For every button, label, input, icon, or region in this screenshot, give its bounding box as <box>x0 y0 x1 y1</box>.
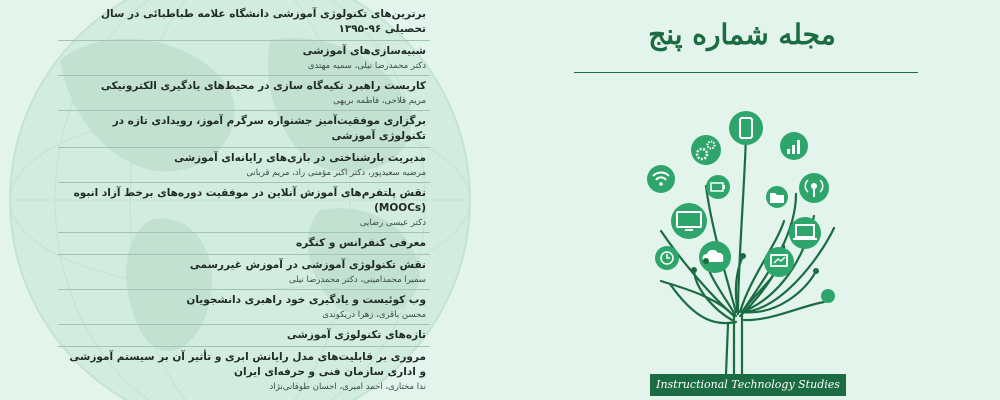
toc-item-authors: دکتر عیسی رضایی <box>359 218 426 228</box>
table-of-contents <box>58 4 430 396</box>
toc-item[interactable] <box>58 148 430 183</box>
battery-icon <box>706 175 730 199</box>
magazine-title: مجله شماره پنج <box>648 18 836 51</box>
toc-item[interactable] <box>58 233 430 255</box>
technology-tree-illustration <box>566 76 918 376</box>
toc-item[interactable] <box>58 4 430 41</box>
toc-item-authors: مرضیه سعیدپور، دکتر اکبر مؤمنی راد، مریم قربانی <box>246 168 426 178</box>
cloud-icon <box>699 241 731 273</box>
laptop-icon <box>789 217 821 249</box>
toc-item-title[interactable]: برترین‌های تکنولوژی آموزشی دانشگاه علامه طباطبائی در سال تحصیلی ۹۶-۱۳۹۵ <box>100 8 426 35</box>
toc-item[interactable] <box>58 183 430 233</box>
toc-item[interactable] <box>58 41 430 76</box>
toc-item-title[interactable]: مدیریت بارشناختی در بازی‌های رایانه‌ای آموزشی <box>174 152 426 164</box>
toc-item-title[interactable]: تازه‌های تکنولوژی آموزشی <box>286 329 426 341</box>
monitor-icon <box>671 203 707 239</box>
title-divider <box>574 72 918 73</box>
toc-item-authors: محسن باقری، زهرا دریکوندی <box>322 310 426 320</box>
toc-item-title[interactable]: شبیه‌سازی‌های آموزشی <box>302 45 426 57</box>
wifi-icon <box>647 165 675 193</box>
toc-item-title[interactable]: وب کوئیست و یادگیری خود راهبری دانشجویان <box>186 294 426 306</box>
toc-item[interactable] <box>58 347 430 396</box>
toc-item-authors: دکتر محمدرضا نیلی، سمیه مهتدی <box>307 61 426 71</box>
mobile-icon <box>729 111 763 145</box>
toc-item-title[interactable]: معرفی کنفرانس و کنگره <box>295 237 426 249</box>
folder-icon <box>766 186 788 208</box>
toc-item-title[interactable]: برگزاری موفقیت‌آمیز جشنواره سرگرم آموز، رویدادی تازه در تکنولوژی آموزشی <box>112 115 426 142</box>
toc-item[interactable] <box>58 290 430 325</box>
toc-item-authors: مریم فلاحی، فاطمه بریهی <box>333 96 426 106</box>
toc-item-authors: ندا مختاری، احمد امیری، احسان طوفانی‌نژاد <box>269 382 426 392</box>
presentation-icon <box>764 247 794 277</box>
signal-bars-icon <box>780 132 808 160</box>
toc-item-title[interactable]: کاربست راهبرد تکیه‌گاه سازی در محیط‌های یادگیری الکترونیکی <box>100 80 426 92</box>
clock-icon <box>655 246 679 270</box>
toc-item[interactable] <box>58 325 430 347</box>
toc-item-title[interactable]: مروری بر قابلیت‌های مدل رایانش ابری و تأثیر آن بر سیستم آموزشی و اداری سازمان فنی و حرفه‌ای ایران <box>69 351 426 378</box>
toc-item-title[interactable]: نقش تکنولوژی آموزشی در آموزش غیررسمی <box>189 259 426 271</box>
toc-item-title[interactable]: نقش پلتفرم‌های آموزش آنلاین در موفقیت دوره‌های برخط آزاد انبوه (MOOCs) <box>73 187 426 214</box>
toc-item[interactable] <box>58 76 430 111</box>
journal-name-banner: Instructional Technology Studies <box>650 374 846 396</box>
toc-item[interactable] <box>58 111 430 148</box>
toc-item[interactable] <box>58 255 430 290</box>
gears-icon <box>691 135 721 165</box>
globe-icon <box>821 289 835 303</box>
cover-panel <box>566 0 1000 400</box>
antenna-icon <box>799 173 829 203</box>
toc-item-authors: سمیرا محمدامینی، دکتر محمدرضا نیلی <box>289 275 426 285</box>
